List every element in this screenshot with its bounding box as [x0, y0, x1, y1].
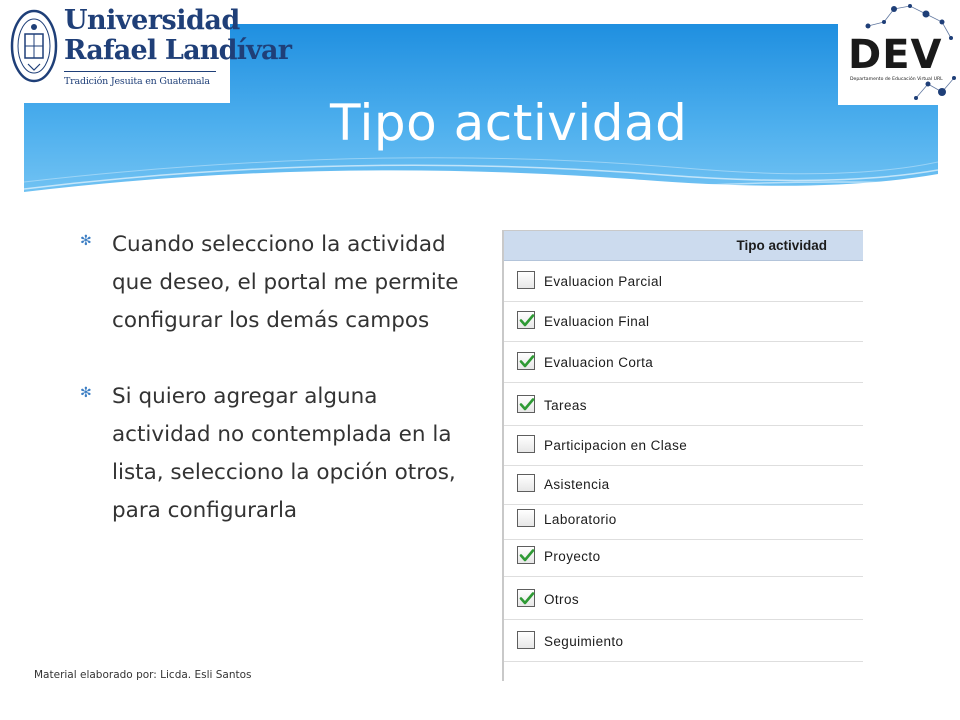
- activity-option-label: Laboratorio: [544, 512, 617, 527]
- activity-option-label: Seguimiento: [544, 634, 624, 649]
- dev-mark: DEV: [848, 32, 943, 78]
- bullet-item: [80, 378, 480, 530]
- dev-subtitle: Departamento de Educación Virtual URL: [850, 77, 943, 82]
- checkmark-icon: [518, 396, 536, 414]
- activity-option[interactable]: [504, 579, 863, 620]
- checkbox-checked[interactable]: [517, 589, 535, 607]
- activity-option-label: Evaluacion Final: [544, 314, 650, 329]
- footer-credit: Material elaborado por: Licda. Esli Santos: [34, 669, 252, 681]
- activity-option-label: Evaluacion Parcial: [544, 274, 663, 289]
- activity-option[interactable]: [504, 621, 863, 662]
- asterisk-bullet-icon: ✻: [80, 385, 92, 401]
- checkbox-checked[interactable]: [517, 311, 535, 329]
- bullet-text: Si quiero agregar alguna actividad no contemplada en la lista, selecciono la opción otros, para configurarla: [112, 384, 456, 523]
- checkbox-unchecked[interactable]: [517, 435, 535, 453]
- dev-logo: [838, 0, 960, 105]
- activity-option-label: Otros: [544, 592, 580, 607]
- checkbox-unchecked[interactable]: [517, 474, 535, 492]
- checkbox-checked[interactable]: [517, 395, 535, 413]
- bullet-text: Cuando selecciono la actividad que deseo, el portal me permite configurar los demás campos: [112, 232, 459, 333]
- bullet-item: [80, 226, 480, 340]
- activity-option-label: Asistencia: [544, 477, 610, 492]
- university-name-line2: Rafael Landívar: [64, 35, 292, 66]
- activity-option-label: Proyecto: [544, 549, 601, 564]
- activity-option[interactable]: [504, 499, 863, 540]
- university-tagline: Tradición Jesuita en Guatemala: [64, 76, 210, 87]
- asterisk-bullet-icon: ✻: [80, 233, 92, 249]
- activity-option[interactable]: [504, 536, 863, 577]
- activity-option[interactable]: [504, 301, 863, 342]
- university-seal-icon: [10, 8, 58, 84]
- slide-title: Tipo actividad: [330, 94, 688, 152]
- activity-option[interactable]: [504, 425, 863, 466]
- checkbox-checked[interactable]: [517, 546, 535, 564]
- dev-network-icon: [838, 0, 960, 105]
- activity-type-header: [504, 231, 863, 261]
- checkbox-checked[interactable]: [517, 352, 535, 370]
- university-logo-rule: [64, 71, 216, 72]
- checkbox-unchecked[interactable]: [517, 509, 535, 527]
- bullet-list: [80, 226, 480, 530]
- university-name-line1: Universidad: [64, 5, 240, 36]
- activity-option[interactable]: [504, 261, 863, 302]
- activity-type-header-label: Tipo actividad: [736, 238, 827, 253]
- activity-option-label: Participacion en Clase: [544, 438, 688, 453]
- activity-option-label: Evaluacion Corta: [544, 355, 654, 370]
- checkmark-icon: [518, 353, 536, 371]
- checkmark-icon: [518, 590, 536, 608]
- activity-option-label: Tareas: [544, 398, 587, 413]
- checkmark-icon: [518, 547, 536, 565]
- activity-option[interactable]: [504, 342, 863, 383]
- activity-type-panel: [502, 230, 863, 681]
- checkbox-unchecked[interactable]: [517, 631, 535, 649]
- checkbox-unchecked[interactable]: [517, 271, 535, 289]
- activity-option[interactable]: [504, 385, 863, 426]
- checkmark-icon: [518, 312, 536, 330]
- university-logo: [0, 0, 292, 103]
